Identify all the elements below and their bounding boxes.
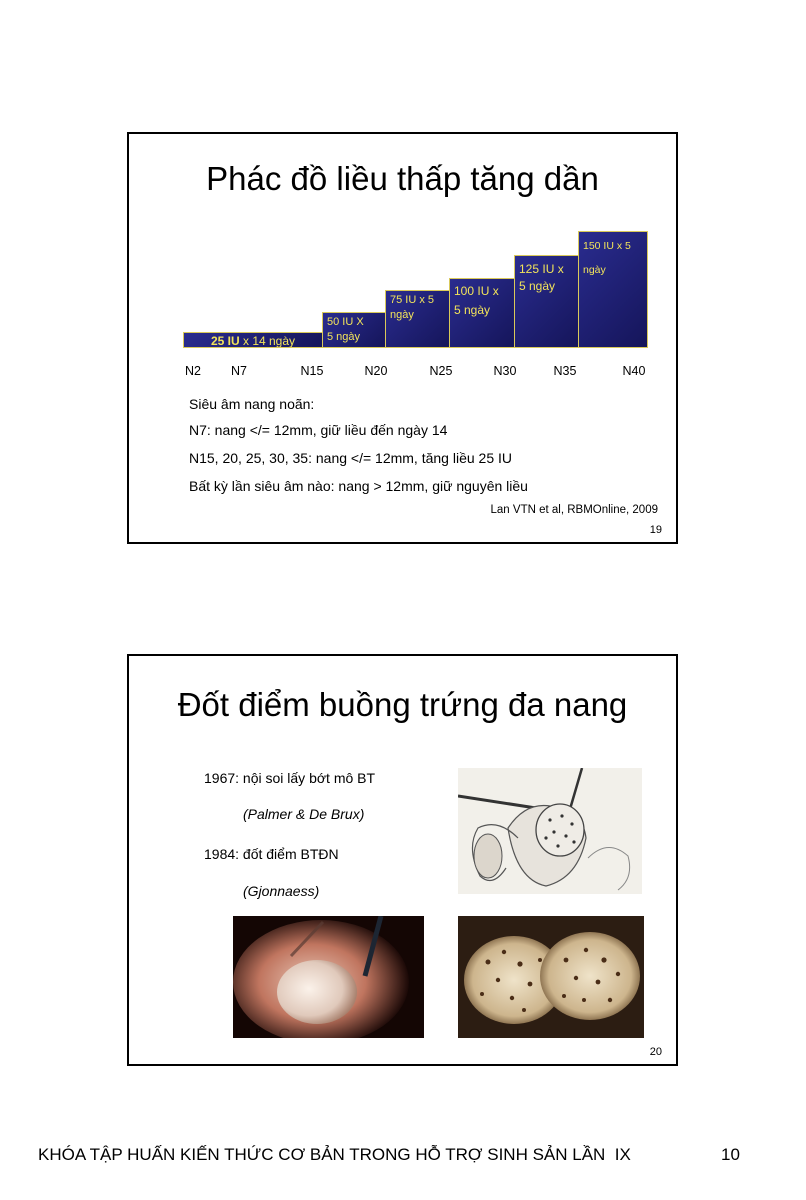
rule-increase: N15, 20, 25, 30, 35: nang </= 12mm, tăng liều 25 IU — [189, 450, 512, 466]
dose-step-5 — [514, 255, 579, 348]
dose-step-6 — [578, 231, 648, 348]
dose-step-5-line1: 125 IU x — [519, 262, 564, 276]
footer-page-number: 10 — [721, 1145, 740, 1164]
dose-step-5-line2: 5 ngày — [519, 279, 556, 293]
citation: Lan VTN et al, RBMOnline, 2009 — [490, 504, 658, 516]
tick-n25: N25 — [429, 364, 453, 378]
dose-step-3 — [385, 290, 450, 348]
dose-step-1 — [183, 332, 323, 348]
dose-step-6-line1: 150 IU x 5 — [583, 240, 631, 252]
slide-title: Phác đồ liều thấp tăng dần — [206, 160, 599, 197]
tick-n2: N2 — [185, 364, 201, 378]
slide-number: 20 — [649, 1046, 662, 1058]
photo-ovarian-drilling — [458, 916, 644, 1038]
dose-step-4-line2: 5 ngày — [454, 303, 491, 317]
history-1967: 1967: nội soi lấy bớt mô BT — [204, 770, 376, 786]
history-1967-author: (Palmer & De Brux) — [243, 806, 365, 822]
dose-step-2 — [322, 312, 386, 348]
illustration-ovary-resection — [458, 768, 642, 894]
tick-n35: N35 — [553, 364, 577, 378]
slide-title: Đốt điểm buồng trứng đa nang — [177, 686, 628, 723]
dose-step-3-line2: ngày — [390, 309, 414, 321]
history-1984: 1984: đốt điểm BTĐN — [204, 846, 339, 862]
dose-step-1-duration: x 14 ngày — [239, 334, 296, 348]
tick-n20: N20 — [364, 364, 388, 378]
history-1984-author: (Gjonnaess) — [243, 883, 320, 899]
ultrasound-heading: Siêu âm nang noãn: — [189, 396, 315, 412]
tick-n30: N30 — [493, 364, 517, 378]
dose-step-2-line1: 50 IU X — [327, 316, 364, 328]
slide-19 — [127, 132, 678, 544]
photo-laparoscopy-1 — [233, 916, 424, 1038]
slide-20 — [127, 654, 678, 1066]
dose-step-3-line1: 75 IU x 5 — [390, 294, 435, 306]
slide-number: 19 — [649, 524, 662, 536]
dose-step-6-line2: ngày — [583, 264, 606, 276]
dose-step-1-dose: 25 IU — [210, 334, 240, 348]
tick-n15: N15 — [300, 364, 324, 378]
footer-course-title: KHÓA TẬP HUẤN KIẾN THỨC CƠ BẢN TRONG HỖ TRỢ SINH SẢN LẦN IX — [38, 1145, 631, 1164]
dose-step-4 — [449, 278, 515, 348]
tick-n40: N40 — [622, 364, 646, 378]
dose-step-4-line1: 100 IU x — [454, 284, 499, 298]
dose-step-2-line2: 5 ngày — [327, 331, 361, 343]
tick-n7: N7 — [231, 364, 247, 378]
rule-hold: Bất kỳ lần siêu âm nào: nang > 12mm, giữ nguyên liều — [189, 478, 528, 494]
rule-n7: N7: nang </= 12mm, giữ liều đến ngày 14 — [189, 422, 448, 438]
